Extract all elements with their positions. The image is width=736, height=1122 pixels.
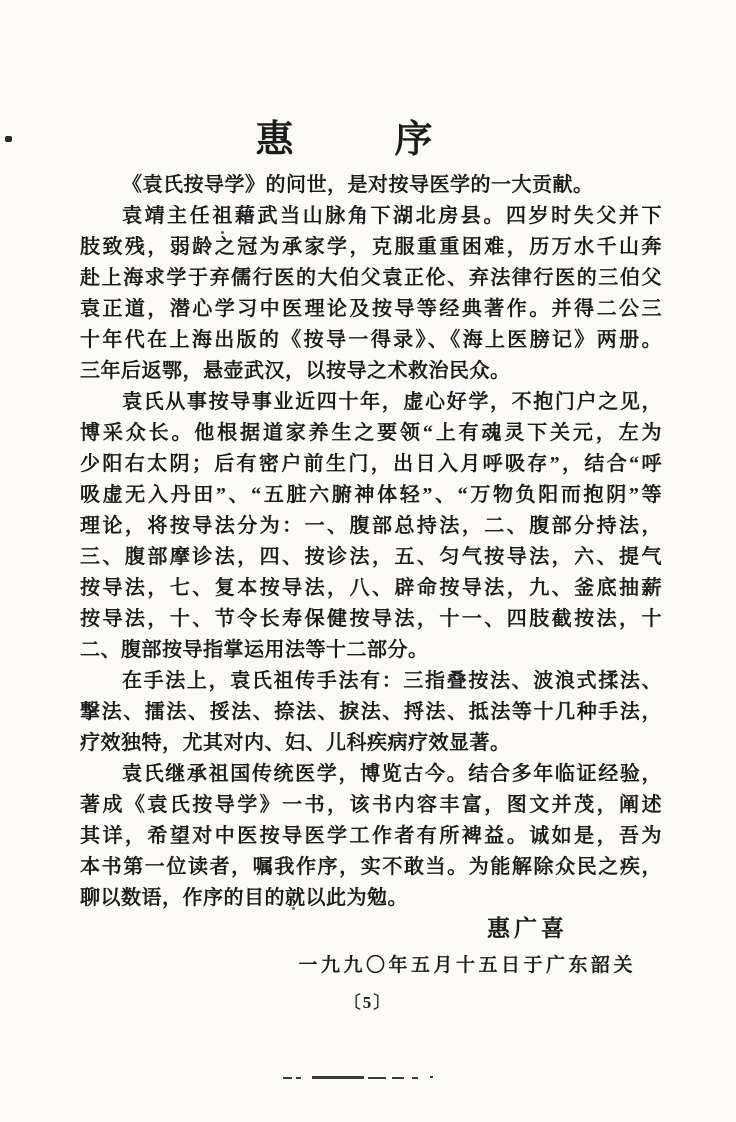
- dateline: 一九九〇年五月十五日于广东韶关: [298, 955, 636, 976]
- text-line: 赴上海求学于弃儒行医的大伯父袁正伦、弃法律行医的三伯父: [80, 267, 662, 289]
- text-line: 按导法，十、节令长寿保健按导法，十一、四肢截按法，十: [80, 608, 662, 630]
- text-line: 在手法上，袁氏祖传手法有：三指叠按法、波浪式揉法、: [122, 670, 662, 692]
- text-line: 吸虚无入丹田”、“五脏六腑神体轻”、“万物负阳而抱阴”等: [80, 484, 662, 506]
- text-line: 著成《袁氏按导学》一书，该书内容丰富，图文并茂，阐述: [80, 794, 662, 816]
- scan-artifact-dash: [283, 1077, 292, 1079]
- text-line: 撃法、擂法、挼法、捺法、捩法、捋法、抵法等十几种手法，: [80, 701, 662, 723]
- text-line: 《袁氏按导学》的问世，是对按导医学的一大贡献。: [122, 174, 594, 196]
- scan-artifact-dash: [368, 1077, 386, 1079]
- text-line: 三、腹部摩诊法，四、按诊法，五、匀气按导法，六、提气: [80, 546, 662, 568]
- text-line: 按导法，七、复本按导法，八、辟命按导法，九、釜底抽薪: [80, 577, 662, 599]
- scan-artifact-dash: [430, 1076, 433, 1078]
- text-line: 肢致残，弱龄之冠为承家学，克服重重困难，历万水千山奔: [80, 236, 662, 258]
- text-line: 疗效独特，尤其对内、妇、儿科疾病疗效显著。: [80, 732, 511, 754]
- scan-artifact-dash: [412, 1077, 418, 1079]
- title-char-left: 惠: [255, 119, 296, 161]
- scan-artifact-dash: [392, 1077, 404, 1079]
- text-line: 三年后返鄂，悬壶武汉，以按导之术救治民众。: [80, 360, 511, 382]
- scan-artifact-dash: [312, 1076, 364, 1079]
- text-line: 十年代在上海出版的《按导一得录》、《海上医膀记》两册。: [80, 329, 662, 351]
- page-title: [80, 116, 662, 164]
- text-line: 本书第一位读者，嘱我作序，实不敢当。为能解除众民之疾，: [80, 856, 662, 878]
- text-line: 袁氏继承祖国传统医学，博览古今。结合多年临证经验，: [122, 763, 662, 785]
- text-line: 理论，将按导法分为：一、腹部总持法，二、腹部分持法，: [80, 515, 662, 537]
- text-line: 二、腹部按导指掌运用法等十二部分。: [80, 639, 429, 661]
- text-line: 袁靖主任祖藉武当山脉角下湖北房县。四岁时失父并下: [122, 205, 662, 227]
- text-line: 袁氏从事按导事业近四十年，虚心好学，不抱门户之见，: [122, 391, 662, 413]
- text-line: 少阳右太阴；后有密户前生门，出日入月呼吸存”，结合“呼: [80, 453, 662, 475]
- author-signature: 惠广喜: [487, 916, 568, 941]
- text-line: 聊以数语，作序的目的就以此为勉。: [80, 887, 408, 909]
- scan-artifact-ink-speck: [5, 136, 12, 142]
- page-number: 〔5〕: [343, 993, 393, 1012]
- scan-artifact-dash: [296, 1077, 301, 1079]
- text-line: 其详，希望对中医按导医学工作者有所裨益。诚如是，吾为: [80, 825, 662, 847]
- text-line: 袁正道，潜心学习中医理论及按导等经典著作。并得二公三: [80, 298, 662, 320]
- preface-body: [80, 170, 662, 914]
- title-char-right: 序: [394, 119, 435, 161]
- text-line: 博采众长。他根据道家养生之要领“上有魂灵下关元，左为: [80, 422, 662, 444]
